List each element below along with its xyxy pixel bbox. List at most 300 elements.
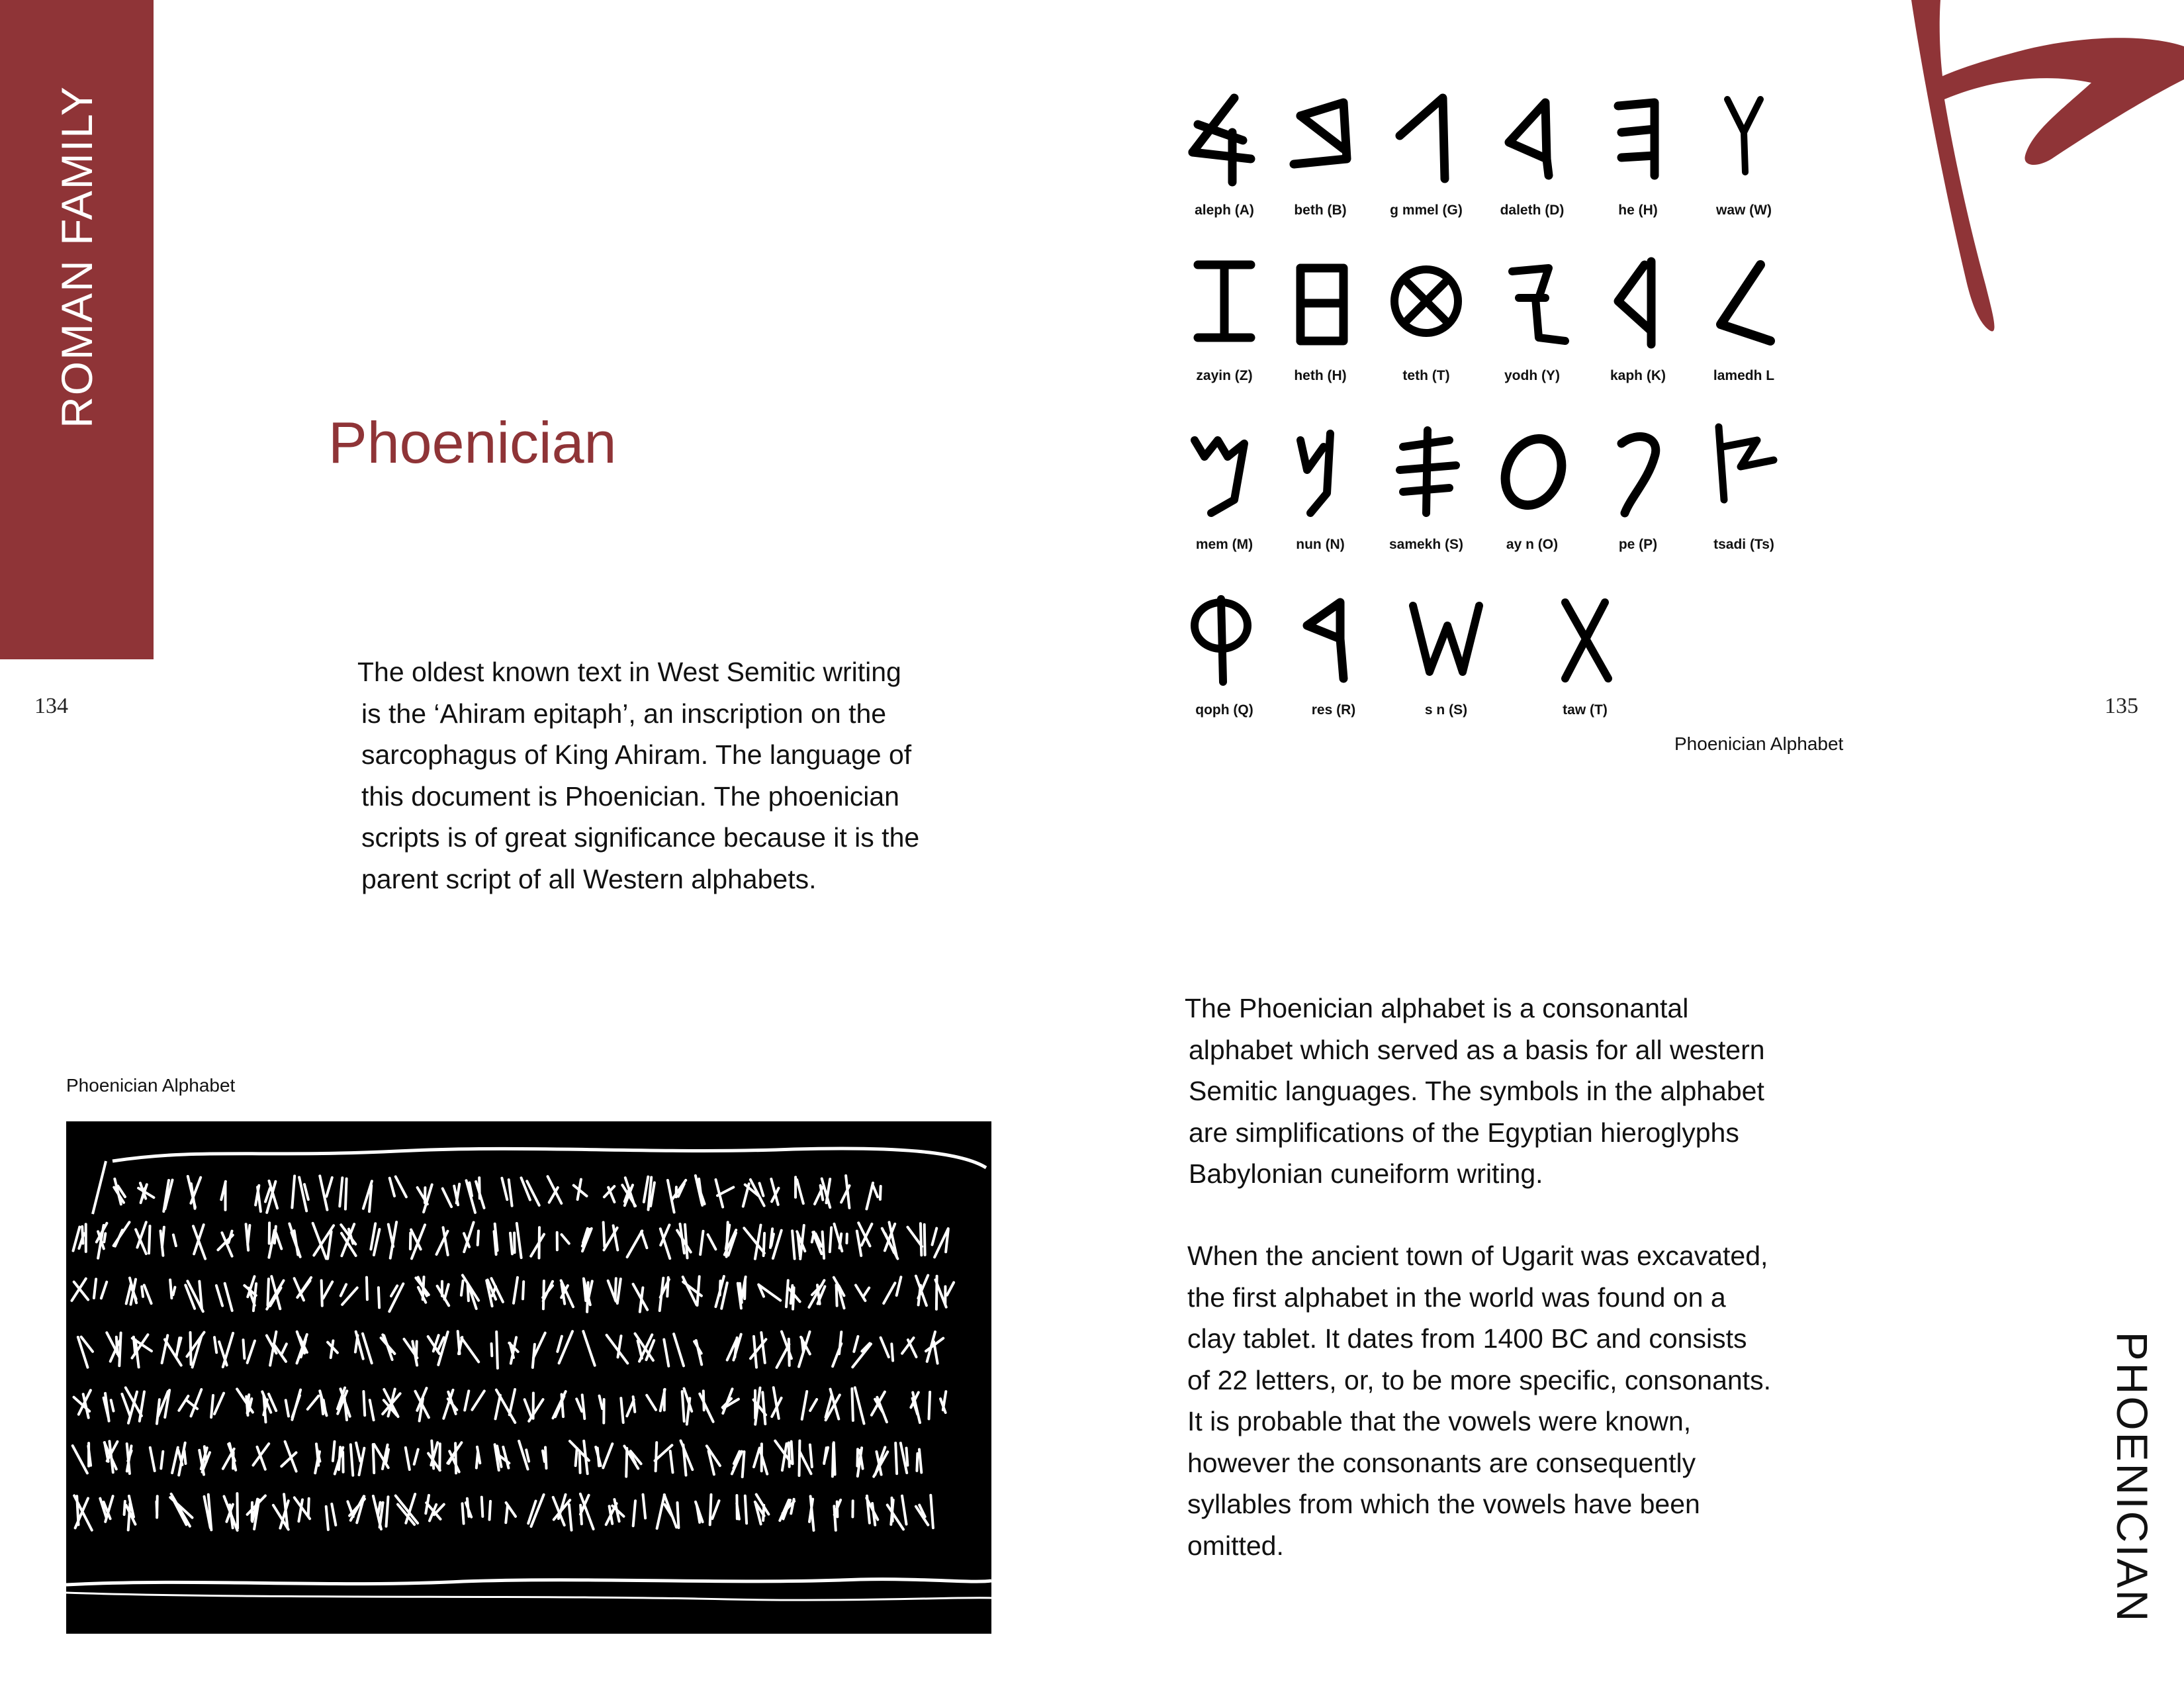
inscription-stroke [437, 1227, 448, 1255]
inscription-stroke [467, 1178, 484, 1213]
inscription-stroke [522, 1178, 539, 1205]
inscription-stroke [911, 1392, 920, 1423]
inscription-stroke [926, 1332, 943, 1364]
inscription-stroke [777, 1332, 792, 1368]
inscription-stroke [754, 1388, 766, 1425]
inscription-stroke [633, 1495, 645, 1526]
letter-qoph [1171, 586, 1277, 738]
inscription-stroke [502, 1178, 512, 1206]
inscription-stroke [205, 1495, 212, 1530]
inscription-stroke [340, 1178, 346, 1209]
inscription-stroke [211, 1393, 224, 1418]
inscription-stroke [902, 1338, 916, 1357]
inscription-stroke [292, 1176, 308, 1211]
inscription-stroke [935, 1276, 954, 1309]
intro-line: is the ‘Ahiram epitaph’, an inscription on the [361, 698, 887, 729]
inscription-stroke [809, 1280, 825, 1307]
inscription-stroke [494, 1224, 498, 1254]
inscription-stroke [122, 1387, 144, 1423]
inscription-stroke [725, 1222, 736, 1256]
letter-label: tsadi (Ts) [1713, 537, 1774, 552]
inscription-stroke [179, 1389, 201, 1416]
inscription-stroke [492, 1332, 498, 1368]
inscription-stroke [415, 1388, 429, 1421]
inscription-stroke [253, 1444, 269, 1470]
inscription-stroke [107, 1333, 120, 1366]
inscription-stroke [857, 1448, 862, 1476]
inscription-stroke [496, 1389, 516, 1423]
inscription-stroke [799, 1332, 810, 1367]
inscription-stroke [874, 1447, 887, 1476]
inscription-stroke [895, 1443, 907, 1474]
inscription-stroke [561, 1280, 573, 1307]
inscription-stroke [834, 1500, 852, 1530]
inscription-stroke [786, 1280, 800, 1309]
inscription-stroke [727, 1335, 741, 1360]
letter-gimmel [1373, 86, 1479, 238]
inscription-stroke [506, 1503, 516, 1523]
inscription-stroke [509, 1337, 518, 1363]
kaph-glyph-icon [1598, 252, 1678, 357]
zayin-glyph-icon [1185, 252, 1264, 357]
qoph-glyph-icon [1185, 586, 1264, 692]
inscription-stroke [710, 1495, 719, 1525]
inscription-stroke [163, 1180, 172, 1212]
inscription-stroke [657, 1495, 679, 1528]
inscription-stroke [443, 1390, 457, 1419]
inscription-stroke [246, 1224, 250, 1250]
inscription-stroke [355, 1332, 372, 1364]
inscription-stroke [482, 1497, 490, 1520]
chapter-vertical-label: PHOENICIAN [2108, 1331, 2157, 1624]
inscription-stroke [437, 1282, 449, 1306]
inscription-stroke [78, 1337, 93, 1368]
inscription-stroke [281, 1442, 296, 1472]
inscription-stroke [161, 1227, 176, 1256]
inscription-stroke [124, 1496, 136, 1530]
letter-label: daleth (D) [1500, 203, 1565, 218]
inscription-glyphs-icon [66, 1121, 991, 1634]
letter-label: mem (M) [1195, 537, 1253, 552]
inscription-stroke [216, 1284, 232, 1311]
inscription-stroke [570, 1441, 589, 1474]
inscription-stroke [809, 1496, 814, 1530]
inscription-stroke [834, 1278, 844, 1309]
intro-line: scripts is of great significance because it is the [361, 822, 920, 853]
inscription-stroke [418, 1185, 432, 1213]
inscription-stroke [852, 1336, 871, 1367]
inscription-stroke [373, 1496, 388, 1529]
description-paragraph-1 [1185, 988, 1765, 1195]
inscription-caption: Phoenician Alphabet [66, 1075, 236, 1096]
inscription-stroke [531, 1227, 544, 1258]
inscription-stroke [170, 1494, 192, 1526]
inscription-stroke [696, 1502, 703, 1523]
inscription-stroke [136, 1222, 150, 1254]
inscription-stroke [723, 1389, 739, 1413]
inscription-stroke [347, 1496, 365, 1523]
inscription-stroke [700, 1231, 715, 1254]
inscription-stroke [255, 1186, 261, 1211]
inscription-stroke [221, 1182, 226, 1210]
inscription-stroke [373, 1444, 388, 1473]
letter-label: aleph (A) [1195, 203, 1254, 218]
letter-pe [1585, 420, 1691, 573]
inscription-stroke [852, 1387, 864, 1423]
inscription-stroke [533, 1333, 545, 1368]
inscription-stroke [322, 1280, 333, 1305]
inscription-stroke [608, 1278, 621, 1303]
letter-label: taw (T) [1563, 702, 1608, 718]
res-glyph-icon [1294, 586, 1373, 692]
inscription-stroke [338, 1387, 350, 1420]
inscription-stroke [464, 1223, 478, 1252]
inscription-stroke [286, 1390, 300, 1420]
page-number-left: 134 [34, 694, 68, 718]
letter-daleth [1479, 86, 1585, 238]
inscription-stroke [884, 1277, 901, 1303]
inscription-stroke [315, 1444, 320, 1473]
inscription-stroke [647, 1389, 664, 1411]
section-label: ROMAN FAMILY [52, 85, 101, 428]
description-line: clay tablet. It dates from 1400 BC and consists [1187, 1323, 1747, 1354]
letter-lamedh [1691, 252, 1797, 404]
letter-label: s n (S) [1424, 702, 1468, 718]
letter-label: nun (N) [1296, 537, 1345, 552]
inscription-stroke [138, 1183, 154, 1203]
inscription-stroke [600, 1396, 604, 1423]
inscription-stroke [114, 1179, 125, 1204]
inscription-stroke [933, 1229, 948, 1258]
inscription-stroke [887, 1496, 907, 1530]
inscription-stroke [775, 1441, 792, 1471]
letter-beth [1267, 86, 1373, 238]
inscription-stroke [126, 1278, 136, 1305]
inscription-stroke [607, 1335, 628, 1363]
taw-glyph-icon [1545, 586, 1625, 692]
inscription-stroke [477, 1447, 480, 1468]
letter-taw [1532, 586, 1638, 738]
inscription-stroke [104, 1393, 114, 1421]
alphabet-caption: Phoenician Alphabet [1674, 733, 1844, 754]
inscription-stroke [525, 1393, 543, 1421]
inscription-stroke [576, 1395, 584, 1419]
inscription-stroke [388, 1222, 396, 1258]
inscription-stroke [244, 1276, 256, 1311]
inscription-stroke [218, 1231, 232, 1256]
inscription-stroke [97, 1223, 107, 1258]
letter-label: kaph (K) [1610, 368, 1666, 383]
inscription-stroke [627, 1231, 647, 1258]
inscription-stroke [363, 1181, 372, 1211]
inscription-stroke [548, 1176, 562, 1203]
inscription-stroke [465, 1391, 484, 1410]
inscription-stroke [410, 1225, 425, 1258]
inscription-stroke [297, 1332, 307, 1364]
inscription-stroke [486, 1278, 503, 1306]
inscription-stroke [224, 1493, 238, 1530]
inscription-stroke [824, 1442, 835, 1476]
inscription-stroke [333, 1442, 343, 1474]
inscription-stroke [830, 1224, 847, 1252]
inscription-stroke [244, 1340, 255, 1363]
inscription-stroke [447, 1442, 461, 1473]
letter-res [1281, 586, 1387, 738]
letter-nun [1267, 420, 1373, 573]
description-line: It is probable that the vowels were known, [1187, 1406, 1692, 1436]
inscription-stroke [770, 1229, 782, 1258]
samekh-glyph-icon [1387, 420, 1466, 526]
inscription-stroke [214, 1333, 233, 1367]
inscription-stroke [584, 1279, 592, 1312]
letter-label: ay n (O) [1506, 537, 1559, 552]
inscription-stroke [273, 1494, 289, 1529]
inscription-stroke [604, 1223, 618, 1250]
description-line: Semitic languages. The symbols in the alphabet [1189, 1076, 1764, 1106]
inscription-stroke [604, 1186, 615, 1202]
intro-line: The oldest known text in West Semitic writing [357, 657, 901, 687]
tsadi-decorative-icon [1893, 0, 2184, 338]
description-line: however the consonants are consequently [1187, 1447, 1696, 1478]
phoenician-alphabet-chart [1171, 86, 1833, 718]
teth-glyph-icon [1387, 252, 1466, 357]
inscription-stroke [660, 1278, 669, 1311]
description-line: Babylonian cuneiform writing. [1189, 1158, 1543, 1189]
letter-label: heth (H) [1294, 368, 1347, 383]
inscription-stroke [74, 1495, 92, 1530]
inscription-stroke [872, 1392, 887, 1423]
inscription-stroke [802, 1391, 817, 1419]
inscription-stroke [841, 1176, 849, 1208]
description-line: When the ancient town of Ugarit was excavated, [1187, 1241, 1768, 1271]
inscription-stroke [193, 1225, 205, 1258]
inscription-stroke [833, 1332, 841, 1366]
description-line: syllables from which the vowels have been [1187, 1489, 1700, 1519]
chapter-title: Phoenician [328, 410, 617, 475]
letter-label: qoph (Q) [1195, 702, 1253, 718]
description-paragraph-2 [1187, 1235, 1771, 1566]
letter-label: res (R) [1311, 702, 1356, 718]
inscription-stroke [715, 1276, 727, 1309]
letter-label: lamedh L [1713, 368, 1775, 383]
inscription-stroke [132, 1335, 152, 1367]
inscription-stroke [72, 1279, 89, 1301]
inscription-stroke [443, 1184, 460, 1207]
letter-yodh [1479, 252, 1585, 404]
inscription-stroke [519, 1441, 529, 1470]
inscription-stroke [916, 1276, 928, 1306]
letter-he [1585, 86, 1691, 238]
letter-ayin [1479, 420, 1585, 573]
inscription-stroke [406, 1448, 418, 1470]
inscription-stroke [351, 1443, 365, 1476]
beth-glyph-icon [1281, 86, 1360, 192]
inscription-stroke [621, 1397, 635, 1423]
intro-paragraph [357, 651, 919, 900]
inscription-stroke [308, 1391, 327, 1415]
inscription-stroke [683, 1276, 702, 1305]
aleph-glyph-icon [1185, 86, 1264, 192]
inscription-stroke [707, 1446, 720, 1474]
inscription-stroke [743, 1180, 764, 1206]
intro-line: this document is Phoenician. The phoenician [361, 780, 899, 812]
inscription-stroke [404, 1339, 418, 1366]
daleth-glyph-icon [1492, 86, 1572, 192]
inscription-stroke [660, 1225, 670, 1259]
inscription-stroke [269, 1223, 281, 1257]
inscription-stroke [744, 1225, 764, 1259]
inscription-stroke [426, 1495, 444, 1521]
inscription-stroke [732, 1452, 745, 1477]
tsadi-glyph-icon [1704, 420, 1784, 526]
nun-glyph-icon [1281, 420, 1360, 526]
inscription-stroke [644, 1177, 655, 1210]
inscription-stroke [458, 1331, 479, 1362]
inscription-stroke [100, 1496, 113, 1522]
inscription-stroke [754, 1444, 767, 1474]
inscription-stroke [582, 1229, 592, 1251]
inscription-stroke [262, 1391, 276, 1422]
letter-label: teth (T) [1402, 368, 1450, 383]
inscription-stroke [341, 1224, 355, 1256]
description-line: of 22 letters, or, to be more specific, consonants. [1187, 1364, 1771, 1395]
inscription-stroke [127, 1444, 132, 1474]
letter-kaph [1585, 252, 1691, 404]
letter-label: samekh (S) [1388, 537, 1464, 552]
inscription-stroke [495, 1444, 510, 1470]
inscription-stroke [606, 1499, 624, 1524]
inscription-stroke [514, 1278, 523, 1303]
inscription-stroke [700, 1391, 713, 1422]
inscription-stroke [463, 1499, 472, 1524]
inscription-stroke [907, 1223, 925, 1255]
inscription-stroke [237, 1389, 253, 1415]
yodh-glyph-icon [1492, 252, 1572, 357]
inscription-stroke [857, 1223, 872, 1256]
inscription-stroke [199, 1446, 210, 1474]
inscription-stroke [267, 1332, 287, 1366]
waw-glyph-icon [1704, 86, 1784, 192]
inscription-stroke [882, 1222, 898, 1258]
ayin-glyph-icon [1492, 420, 1572, 526]
inscription-stroke [624, 1446, 641, 1477]
inscription-stroke [320, 1176, 332, 1209]
inscription-stroke [74, 1390, 91, 1418]
inscription-stroke [223, 1444, 236, 1470]
inscription-stroke [543, 1281, 553, 1309]
inscription-stroke [772, 1387, 781, 1419]
inscription-stroke [94, 1279, 107, 1298]
inscription-stroke [596, 1444, 612, 1468]
inscription-stroke [780, 1499, 794, 1521]
inscription-stroke [170, 1280, 175, 1298]
inscription-stroke [881, 1338, 893, 1361]
letter-heth [1267, 252, 1373, 404]
inscription-stroke [583, 1331, 594, 1366]
inscription-stroke [856, 1286, 869, 1301]
inscription-stroke [289, 1224, 300, 1257]
inscription-stroke [716, 1180, 734, 1207]
description-line: are simplifications of the Egyptian hieroglyphs [1189, 1117, 1739, 1148]
inscription-stroke [157, 1496, 158, 1517]
inscription-stroke [866, 1496, 878, 1525]
inscription-stroke [267, 1276, 283, 1309]
inscription-stroke [696, 1176, 705, 1205]
inscription-stroke [553, 1391, 566, 1418]
letter-sin [1393, 586, 1499, 738]
inscription-stroke [157, 1390, 169, 1424]
letter-teth [1373, 252, 1479, 404]
inscription-stroke [758, 1285, 780, 1301]
inscription-stroke [188, 1176, 201, 1209]
inscription-stroke [664, 1334, 684, 1366]
inscription-stroke [363, 1391, 373, 1420]
inscription-stroke [428, 1441, 440, 1471]
inscription-stroke [655, 1442, 673, 1472]
letter-tsadi [1691, 420, 1797, 573]
inscription-stroke [557, 1233, 569, 1250]
intro-line: parent script of all Western alphabets. [361, 863, 817, 894]
inscription-stroke [341, 1284, 357, 1305]
inscription-stroke [162, 1335, 181, 1365]
letter-label: yodh (Y) [1504, 368, 1560, 383]
inscription-stroke [510, 1223, 522, 1258]
inscription-stroke [528, 1495, 543, 1526]
inscription-stroke [694, 1340, 702, 1364]
inscription-stroke [248, 1496, 265, 1529]
inscription-stroke [326, 1504, 336, 1530]
inscription-stroke [929, 1391, 946, 1419]
inscription-stroke [677, 1224, 691, 1258]
lamedh-glyph-icon [1704, 252, 1784, 357]
sin-glyph-icon [1406, 586, 1486, 692]
inscription-stroke [574, 1180, 587, 1199]
letter-label: beth (B) [1294, 203, 1347, 218]
inscription-stroke [396, 1494, 418, 1524]
inscription-stroke [390, 1177, 406, 1197]
inscription-stroke [622, 1178, 635, 1206]
mem-glyph-icon [1185, 420, 1264, 526]
description-line: The Phoenician alphabet is a consonantal [1185, 993, 1689, 1023]
inscription-stroke [428, 1332, 448, 1365]
inscription-stroke [187, 1333, 205, 1368]
inscription-stroke [73, 1443, 91, 1473]
inscription-stroke [150, 1448, 163, 1471]
heth-glyph-icon [1281, 252, 1360, 357]
inscription-stroke [751, 1333, 766, 1368]
inscription-stroke [771, 1179, 778, 1205]
letter-waw [1691, 86, 1797, 238]
gimmel-glyph-icon [1387, 86, 1466, 192]
inscription-stroke [295, 1497, 310, 1521]
inscription-stroke [265, 1181, 277, 1213]
inscription-stroke [142, 1285, 151, 1303]
letter-label: he (H) [1618, 203, 1658, 218]
inscription-stroke [389, 1284, 403, 1311]
inscription-stroke [461, 1275, 478, 1309]
page-number-right: 135 [2105, 694, 2138, 718]
inscription-stroke [114, 1222, 130, 1246]
letter-label: pe (P) [1618, 537, 1658, 552]
letter-label: zayin (Z) [1196, 368, 1253, 383]
inscription-stroke [916, 1495, 933, 1528]
inscription-stroke [557, 1331, 572, 1363]
inscription-stroke [792, 1225, 805, 1259]
inscription-stroke [185, 1281, 203, 1311]
letter-samekh [1373, 420, 1479, 573]
inscription-stroke [738, 1277, 746, 1309]
inscription-stroke [371, 1223, 379, 1255]
